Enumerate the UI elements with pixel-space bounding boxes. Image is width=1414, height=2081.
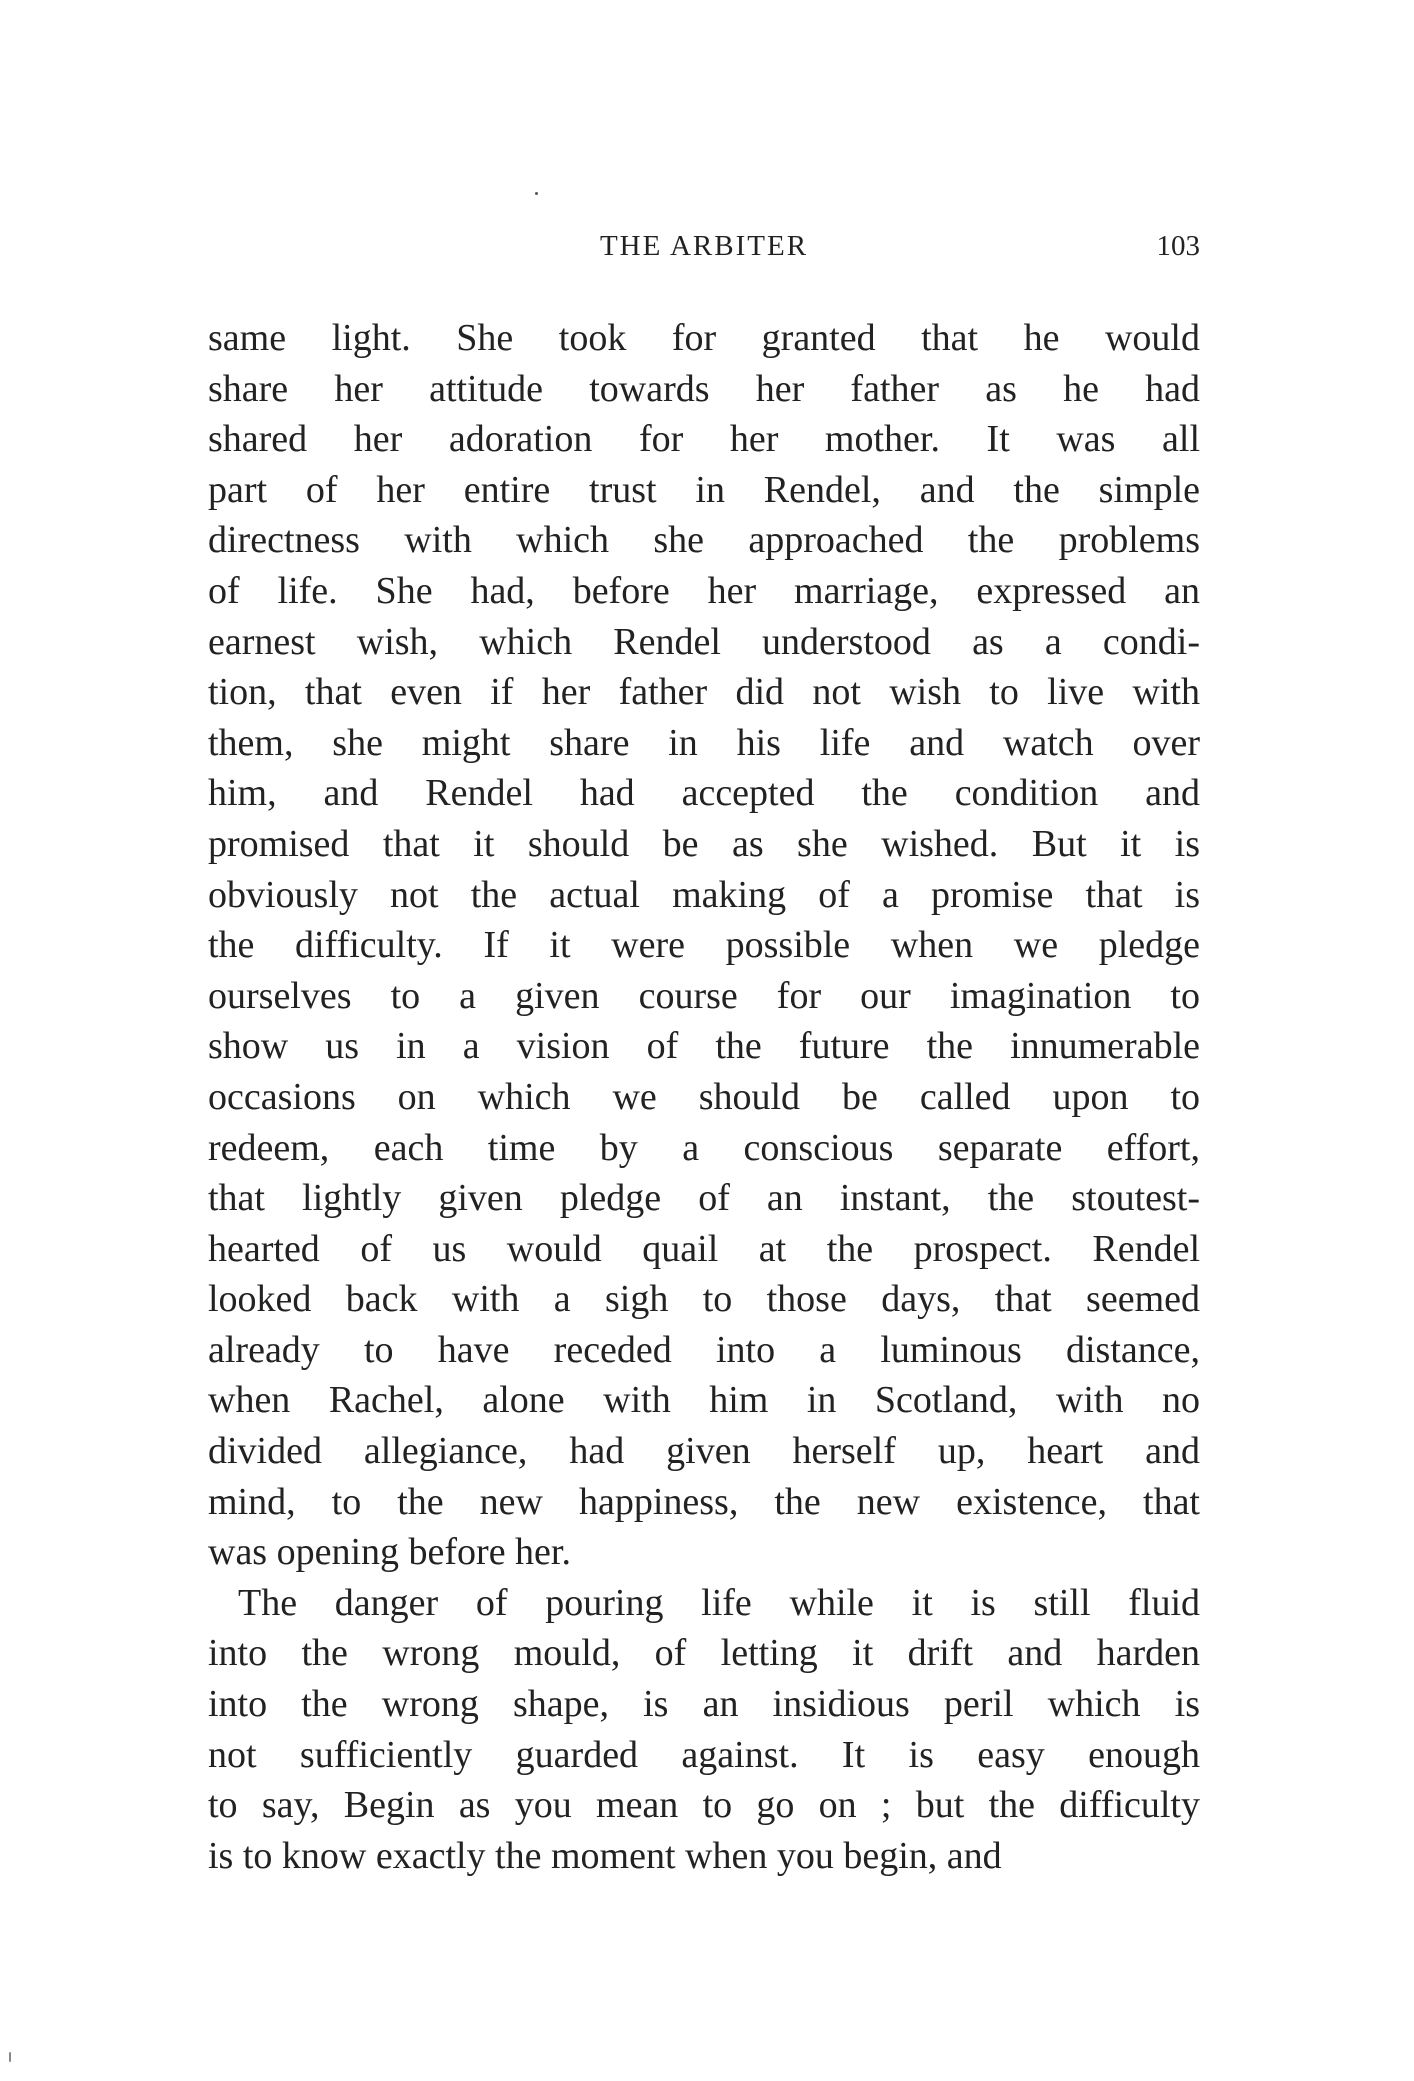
text-line: earnest wish, which Rendel understood as a condi- bbox=[208, 620, 1200, 663]
text-line: when Rachel, alone with him in Scotland, with no bbox=[208, 1379, 1200, 1422]
text-line: promised that it should be as she wished. But it is bbox=[208, 822, 1200, 865]
text-line: looked back with a sigh to those days, that seemed bbox=[208, 1278, 1200, 1321]
text-line: The danger of pouring life while it is still fluid bbox=[238, 1581, 1200, 1624]
paragraph bbox=[208, 1578, 1200, 1882]
ink-speck bbox=[9, 2052, 11, 2062]
text-line: already to have receded into a luminous distance, bbox=[208, 1328, 1200, 1371]
text-line: shared her adoration for her mother. It was all bbox=[208, 418, 1200, 461]
text-line: redeem, each time by a conscious separate effort, bbox=[208, 1126, 1200, 1169]
text-line: share her attitude towards her father as he had bbox=[208, 367, 1200, 410]
text-line: directness with which she approached the problems bbox=[208, 519, 1200, 562]
text-line: them, she might share in his life and watch over bbox=[208, 721, 1200, 764]
ink-speck bbox=[535, 192, 538, 195]
text-line: to say, Begin as you mean to go on ; but the difficulty bbox=[208, 1784, 1200, 1827]
text-line: divided allegiance, had given herself up, heart and bbox=[208, 1430, 1200, 1473]
text-line: hearted of us would quail at the prospect. Rendel bbox=[208, 1227, 1200, 1270]
text-line: him, and Rendel had accepted the condition and bbox=[208, 772, 1200, 815]
page-header bbox=[208, 226, 1200, 266]
text-line: ourselves to a given course for our imagination to bbox=[208, 974, 1200, 1017]
text-line: not sufficiently guarded against. It is easy enough bbox=[208, 1733, 1200, 1776]
text-line: was opening before her. bbox=[208, 1531, 571, 1574]
page-number: 103 bbox=[1156, 230, 1200, 262]
text-line: into the wrong mould, of letting it drift and harden bbox=[208, 1632, 1200, 1675]
text-line: that lightly given pledge of an instant, the stoutest- bbox=[208, 1177, 1200, 1220]
text-line: is to know exactly the moment when you begin, and bbox=[208, 1834, 1002, 1877]
paragraph bbox=[208, 313, 1200, 1578]
text-line: into the wrong shape, is an insidious peril which is bbox=[208, 1683, 1200, 1726]
text-line: of life. She had, before her marriage, expressed an bbox=[208, 569, 1200, 612]
text-line: same light. She took for granted that he would bbox=[208, 317, 1200, 359]
text-line: show us in a vision of the future the innumerable bbox=[208, 1025, 1200, 1068]
running-title: THE ARBITER bbox=[599, 230, 809, 262]
text-line: part of her entire trust in Rendel, and the simple bbox=[208, 468, 1200, 511]
text-line: the difficulty. If it were possible when we pledge bbox=[208, 924, 1200, 967]
text-line: obviously not the actual making of a promise that is bbox=[208, 873, 1200, 916]
text-line: occasions on which we should be called upon to bbox=[208, 1075, 1200, 1118]
text-line: mind, to the new happiness, the new existence, that bbox=[208, 1480, 1200, 1523]
text-line: tion, that even if her father did not wish to live with bbox=[208, 671, 1200, 714]
body-text bbox=[208, 313, 1200, 1881]
